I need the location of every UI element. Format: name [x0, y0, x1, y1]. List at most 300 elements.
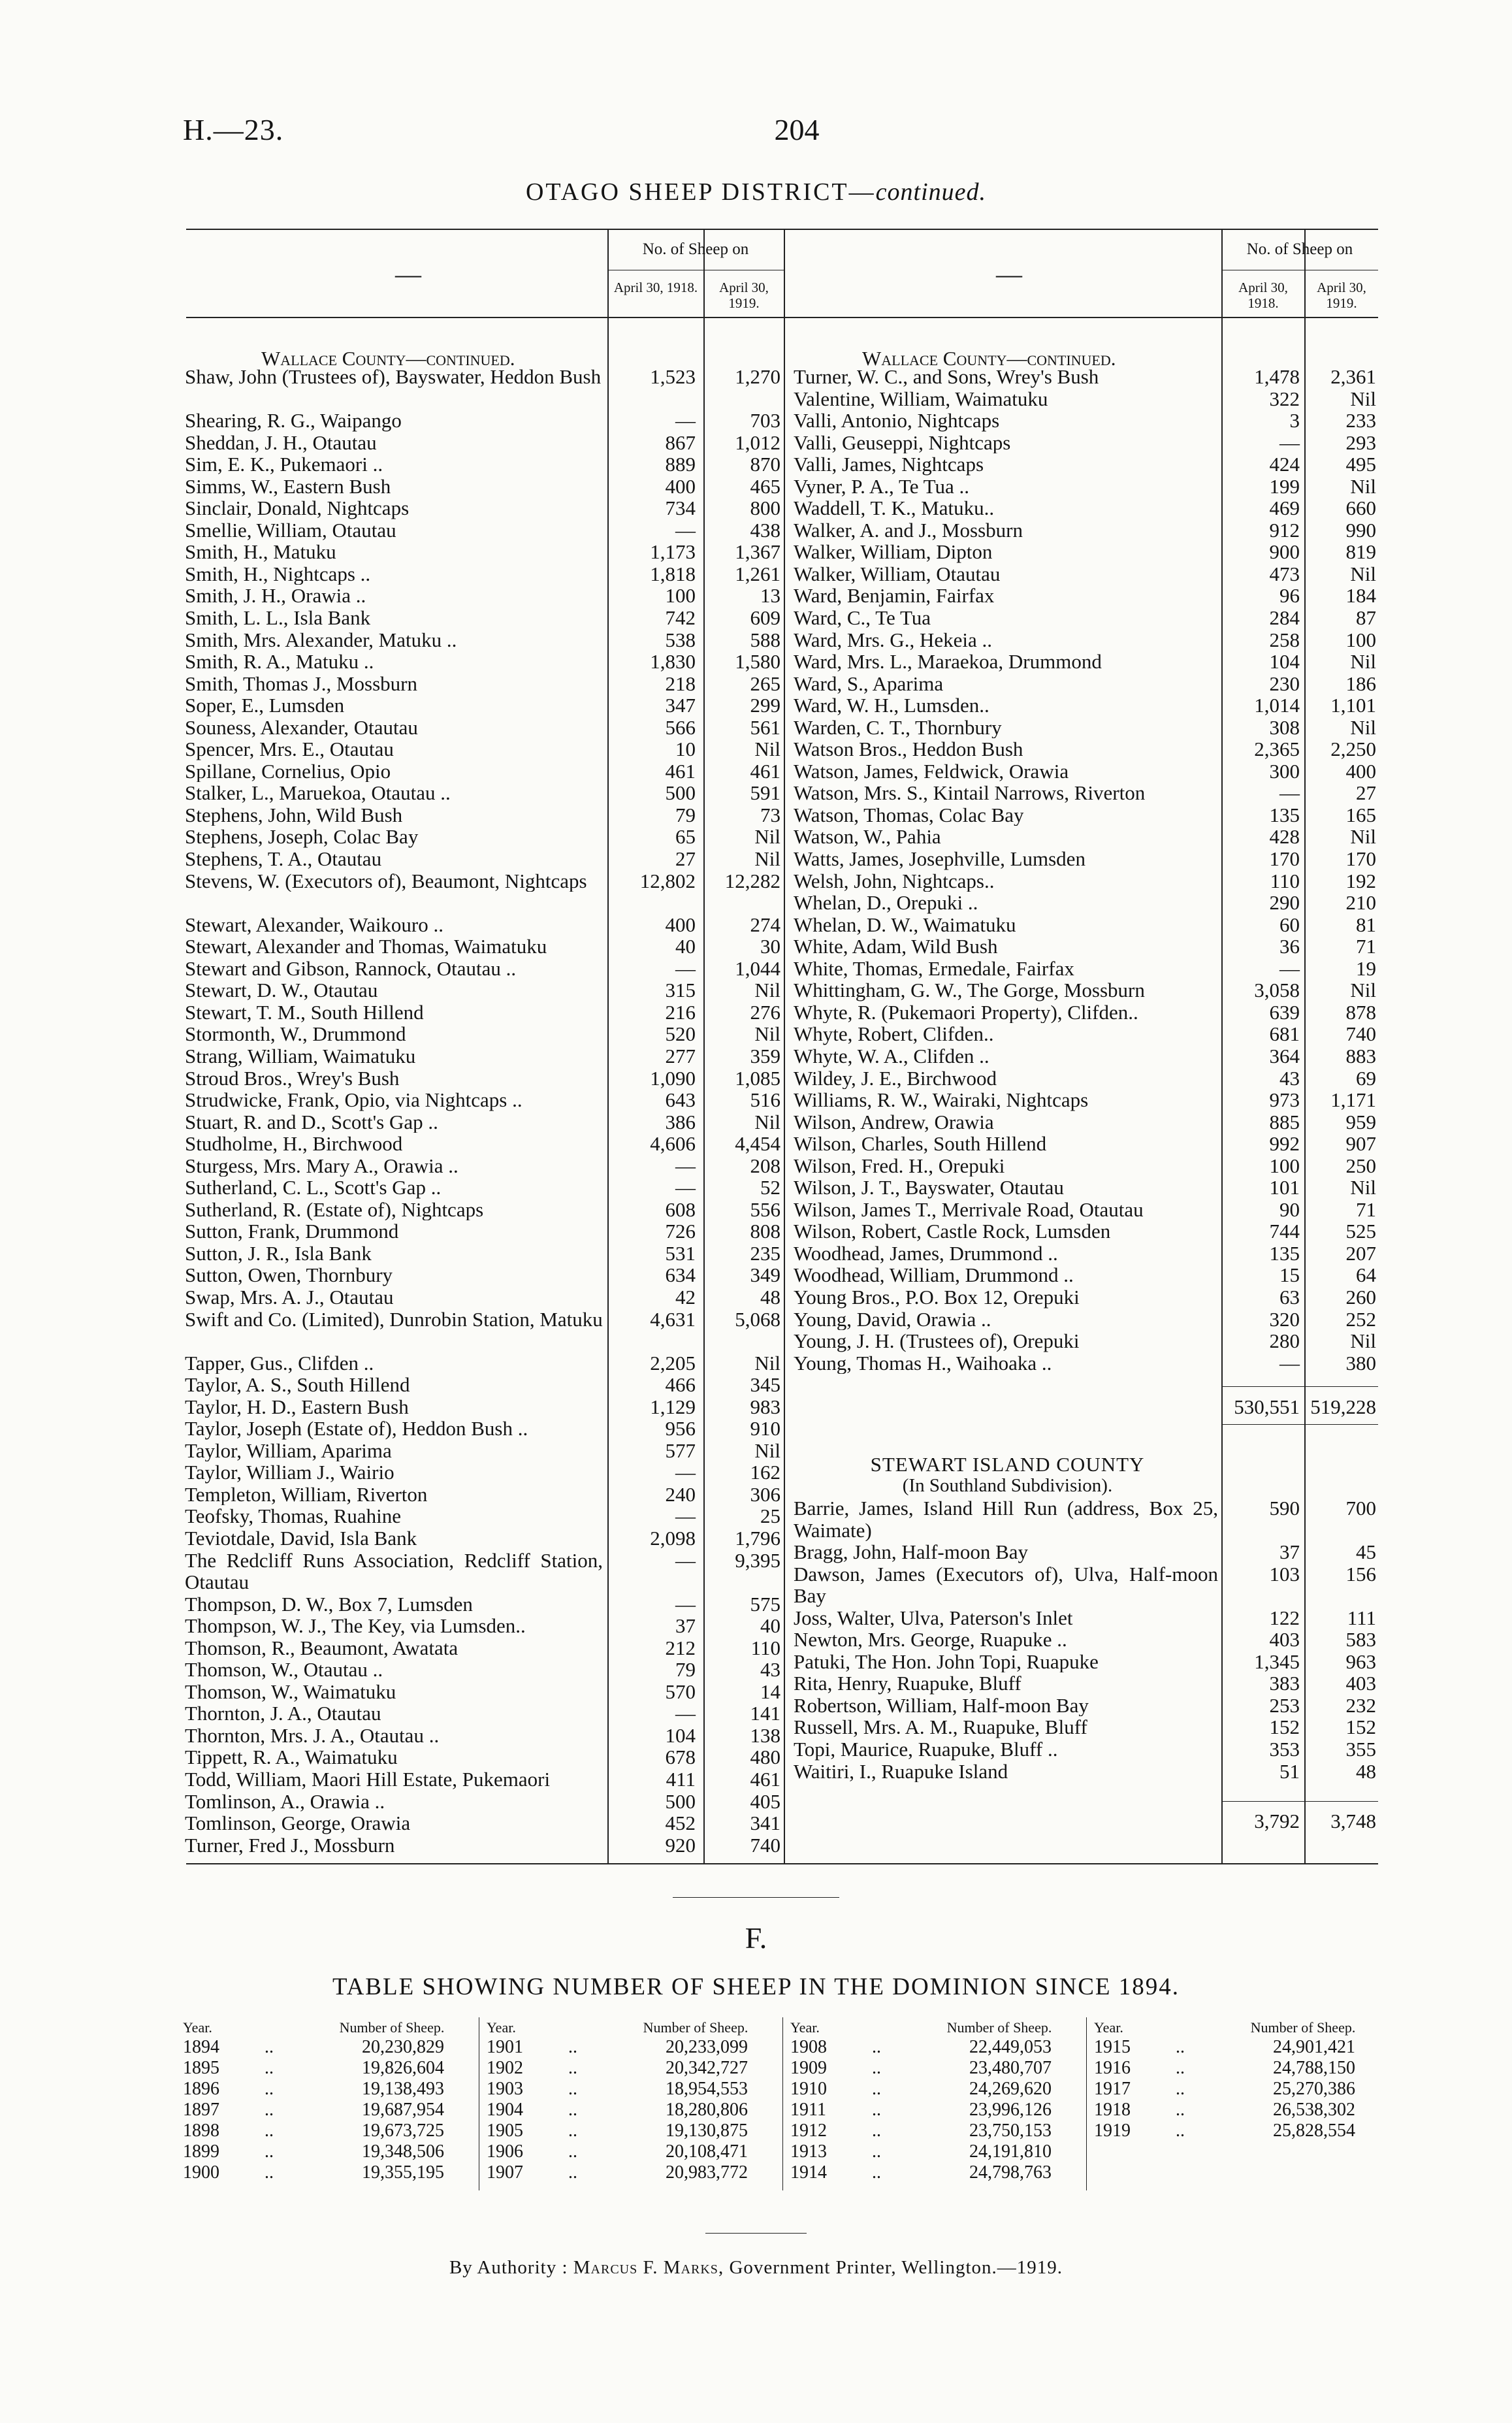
- sheep-1919: 165: [1345, 803, 1376, 826]
- year-cell: 1898: [183, 2121, 219, 2141]
- sheep-1919: 138: [750, 1723, 780, 1747]
- table-row: [794, 585, 1378, 607]
- sheep-1919: Nil: [754, 1351, 780, 1374]
- owner-name: White, Thomas, Ermedale, Fairfax: [794, 957, 1074, 980]
- table-row: [185, 1702, 784, 1725]
- sheep-count-cell: 18,954,553: [666, 2079, 748, 2099]
- leader-dots: ..: [872, 2079, 881, 2099]
- sheep-1918: —: [675, 409, 696, 432]
- owner-name: Spencer, Mrs. E., Otautau: [185, 738, 394, 760]
- table-row: [794, 1243, 1378, 1265]
- table-row: [794, 826, 1378, 848]
- owner-name: Smith, Thomas J., Mossburn: [185, 672, 417, 695]
- table-row: [794, 1607, 1378, 1629]
- table-row: [185, 1133, 784, 1155]
- sheep-count-cell: 25,270,386: [1273, 2079, 1355, 2099]
- table-row: [185, 1484, 784, 1506]
- table-row: [185, 497, 784, 519]
- sheep-1919: 963: [1345, 1650, 1376, 1673]
- table-row: [794, 366, 1378, 388]
- sheep-1919: Nil: [1350, 474, 1376, 498]
- sheep-1919: 800: [750, 496, 780, 520]
- sheep-1919: 48: [760, 1285, 780, 1309]
- left-county-title: Wallace County—continued.: [261, 347, 515, 370]
- sheep-1919: 73: [760, 803, 780, 826]
- table-row: [185, 1177, 784, 1199]
- sheep-1919: 1,012: [735, 431, 780, 454]
- table-row: [794, 410, 1378, 432]
- owner-name: Sturgess, Mrs. Mary A., Orawia ..: [185, 1154, 458, 1177]
- table-row: [185, 651, 784, 673]
- sheep-1918: 973: [1269, 1088, 1300, 1112]
- owner-name: Teviotdale, David, Isla Bank: [185, 1527, 417, 1550]
- sheep-1919: 870: [750, 453, 780, 476]
- sheep-1919: 403: [1345, 1672, 1376, 1695]
- sheep-1918: 403: [1269, 1628, 1300, 1651]
- sheep-1919: 27: [1356, 781, 1376, 805]
- owner-name: Stephens, T. A., Otautau: [185, 848, 382, 870]
- sheep-1919: 293: [1345, 431, 1376, 454]
- leader-dots: ..: [568, 2100, 577, 2120]
- owner-name: Watts, James, Josephville, Lumsden: [794, 848, 1086, 870]
- sheep-1918: 744: [1269, 1220, 1300, 1243]
- sheep-count-cell: 23,750,153: [969, 2121, 1052, 2141]
- sheep-1918: 726: [665, 1220, 696, 1243]
- table-row: [794, 1672, 1378, 1695]
- owner-name: Studholme, H., Birchwood: [185, 1133, 403, 1155]
- year-cell: 1906: [487, 2141, 523, 2162]
- sheep-1919: 575: [750, 1592, 780, 1616]
- sheep-count-cell: 19,348,506: [362, 2141, 444, 2162]
- sheep-1919: 9,395: [735, 1548, 780, 1572]
- sheep-1919: Nil: [1350, 825, 1376, 849]
- table-row: [794, 1629, 1378, 1651]
- sheep-1919: 71: [1356, 1197, 1376, 1221]
- sheep-1919: 907: [1345, 1132, 1376, 1156]
- table-row: [185, 1286, 784, 1309]
- sheep-count-cell: 19,826,604: [362, 2058, 444, 2078]
- sheep-1919: 100: [1345, 628, 1376, 651]
- sheep-1918: 1,523: [650, 365, 696, 388]
- left-group-header: No. of Sheep on: [642, 240, 749, 258]
- year-cell: 1916: [1094, 2058, 1131, 2078]
- sheep-1918: 79: [675, 1658, 696, 1682]
- sheep-1918: 101: [1269, 1176, 1300, 1199]
- sheep-1918: 135: [1269, 803, 1300, 826]
- table-row: [185, 760, 784, 783]
- owner-name: Valentine, William, Waimatuku: [794, 387, 1048, 410]
- number-header: Number of Sheep.: [339, 2019, 445, 2036]
- table-row: [794, 651, 1378, 673]
- owner-name: Walker, William, Otautau: [794, 562, 1001, 585]
- sheep-1919: 69: [1356, 1066, 1376, 1090]
- right-group-header: No. of Sheep on: [1246, 240, 1353, 258]
- owner-name: Smellie, William, Otautau: [185, 519, 396, 542]
- owner-name: Swift and Co. (Limited), Dunrobin Station, Matuku: [185, 1308, 603, 1331]
- sheep-1918: 36: [1279, 935, 1300, 958]
- column-divider: [1086, 2017, 1087, 2190]
- table-row: [185, 848, 784, 870]
- sheep-1918: 96: [1279, 584, 1300, 608]
- table-row: [794, 1111, 1378, 1133]
- table-row: [794, 782, 1378, 804]
- leader-dots: ..: [1176, 2058, 1185, 2078]
- sheep-1919: 883: [1345, 1044, 1376, 1067]
- sheep-1918: 353: [1269, 1738, 1300, 1761]
- owner-name: Watson Bros., Heddon Bush: [794, 738, 1023, 760]
- sheep-1919: 959: [1345, 1110, 1376, 1133]
- sheep-1919: 170: [1345, 847, 1376, 871]
- table-row: [794, 848, 1378, 870]
- owner-name: Ward, Benjamin, Fairfax: [794, 585, 995, 608]
- section-divider: [673, 1897, 839, 1898]
- table-row: [794, 804, 1378, 826]
- table-row: [794, 497, 1378, 519]
- sheep-1918: 608: [665, 1197, 696, 1221]
- owner-name: Joss, Walter, Ulva, Paterson's Inlet: [794, 1606, 1073, 1629]
- right-county-title: Wallace County—continued.: [862, 347, 1116, 370]
- owner-name: Smith, H., Nightcaps ..: [185, 562, 371, 585]
- owner-name: Strudwicke, Frank, Opio, via Nightcaps ..: [185, 1089, 523, 1111]
- owner-name: Tippett, R. A., Waimatuku: [185, 1746, 398, 1768]
- leader-dots: ..: [568, 2162, 577, 2183]
- sheep-1918: 520: [665, 1022, 696, 1046]
- owner-name: Stuart, R. and D., Scott's Gap ..: [185, 1111, 438, 1133]
- owner-name: Whyte, R. (Pukemaori Property), Clifden..: [794, 1001, 1138, 1024]
- sheep-count-cell: 18,280,806: [666, 2100, 748, 2120]
- table-row: [794, 1067, 1378, 1090]
- sheep-1918: 170: [1269, 847, 1300, 871]
- owner-name: Young, Thomas H., Waihoaka ..: [794, 1352, 1052, 1374]
- dominion-sheep-table: [183, 2017, 1385, 2213]
- stewart-county-subtitle: (In Southland Subdivision).: [902, 1475, 1113, 1496]
- owner-name: Templeton, William, Riverton: [185, 1483, 428, 1506]
- sheep-1918: —: [675, 518, 696, 542]
- owner-name: Young Bros., P.O. Box 12, Orepuki: [794, 1286, 1080, 1309]
- leader-dots: ..: [1176, 2100, 1185, 2120]
- right-col1-header: April 30, 1918.: [1238, 280, 1288, 311]
- sheep-1918: 570: [665, 1680, 696, 1703]
- table-row: [794, 563, 1378, 585]
- table-row: [185, 694, 784, 717]
- table-row: [794, 738, 1378, 760]
- owner-name: Thompson, D. W., Box 7, Lumsden: [185, 1593, 473, 1616]
- table-row: [794, 1133, 1378, 1155]
- owner-name: Watson, W., Pahia: [794, 826, 941, 849]
- sheep-1918: 577: [665, 1439, 696, 1462]
- owner-name: Turner, Fred J., Mossburn: [185, 1834, 395, 1857]
- owner-name: Warden, C. T., Thornbury: [794, 716, 1002, 739]
- sheep-1918: 1,129: [650, 1395, 696, 1418]
- owner-name: Stewart, Alexander and Thomas, Waimatuku: [185, 935, 547, 958]
- owner-name: Wilson, J. T., Bayswater, Otautau: [794, 1177, 1064, 1199]
- sheep-1919: 235: [750, 1241, 780, 1265]
- year-cell: 1894: [183, 2037, 219, 2057]
- owner-name: Sutton, J. R., Isla Bank: [185, 1242, 372, 1265]
- sheep-1919: 341: [750, 1812, 780, 1835]
- owner-name: Rita, Henry, Ruapuke, Bluff: [794, 1672, 1021, 1695]
- owner-name: Whyte, Robert, Clifden..: [794, 1023, 994, 1045]
- table-row: [794, 1286, 1378, 1309]
- sheep-1919: 5,068: [735, 1307, 780, 1331]
- sheep-1918: 634: [665, 1263, 696, 1287]
- table-row: [794, 541, 1378, 563]
- table-row: [185, 1834, 784, 1857]
- sheep-1918: 104: [665, 1723, 696, 1747]
- table-row: [185, 1418, 784, 1440]
- leader-dots: ..: [872, 2058, 881, 2078]
- leader-dots: ..: [872, 2100, 881, 2120]
- year-header: Year.: [487, 2019, 516, 2036]
- sheep-1918: 63: [1279, 1285, 1300, 1309]
- table-row: [794, 694, 1378, 717]
- sheep-1919: 1,101: [1330, 694, 1376, 717]
- sheep-1918: 885: [1269, 1110, 1300, 1133]
- table-row: [185, 1505, 784, 1527]
- sheep-1919: 561: [750, 715, 780, 739]
- sheep-1919: 495: [1345, 453, 1376, 476]
- sheep-1918: 10: [675, 738, 696, 761]
- sheep-1919: Nil: [1350, 979, 1376, 1002]
- owner-name: Thomson, W., Otautau ..: [185, 1659, 383, 1681]
- sheep-1919: Nil: [754, 1439, 780, 1462]
- year-cell: 1910: [790, 2079, 827, 2099]
- page-number: 204: [774, 113, 820, 146]
- owner-name: Thomson, W., Waimatuku: [185, 1680, 396, 1703]
- sheep-1918: 461: [665, 759, 696, 783]
- sheep-1918: —: [675, 1461, 696, 1484]
- owner-name: Barrie, James, Island Hill Run (address, Box 25, Waimate): [794, 1497, 1218, 1542]
- sheep-1919: 208: [750, 1154, 780, 1177]
- sheep-1918: 639: [1269, 1000, 1300, 1024]
- table-row: [185, 1725, 784, 1747]
- sheep-1919: 465: [750, 474, 780, 498]
- sheep-1919: 1,580: [735, 650, 780, 674]
- table-row: [794, 1651, 1378, 1673]
- sheep-1919: Nil: [754, 847, 780, 871]
- sheep-1918: 681: [1269, 1022, 1300, 1046]
- sheep-1919: 19: [1356, 956, 1376, 980]
- sheep-1919: 184: [1345, 584, 1376, 608]
- sheep-1918: 347: [665, 694, 696, 717]
- sheep-1918: 383: [1269, 1672, 1300, 1695]
- number-header: Number of Sheep.: [1250, 2019, 1356, 2036]
- table-row: [185, 738, 784, 760]
- sheep-count-cell: 19,673,725: [362, 2121, 444, 2141]
- table-row: [185, 1681, 784, 1703]
- owner-name: Woodhead, William, Drummond ..: [794, 1264, 1074, 1286]
- table-row: [794, 1001, 1378, 1024]
- sheep-1918: 284: [1269, 606, 1300, 630]
- year-cell: 1915: [1094, 2037, 1131, 2057]
- table-header-rule: [186, 317, 1378, 318]
- owner-name: Whyte, W. A., Clifden ..: [794, 1045, 989, 1067]
- owner-name: Swap, Mrs. A. J., Otautau: [185, 1286, 394, 1309]
- table-row: [794, 673, 1378, 695]
- year-cell: 1911: [790, 2100, 826, 2120]
- sheep-count-cell: 26,538,302: [1273, 2100, 1355, 2120]
- sheep-1919: 438: [750, 518, 780, 542]
- sheep-1918: 1,478: [1254, 365, 1300, 388]
- owner-name: Smith, H., Matuku: [185, 541, 336, 563]
- leader-dots: ..: [568, 2058, 577, 2078]
- owner-name: Williams, R. W., Wairaki, Nightcaps: [794, 1089, 1089, 1111]
- table-row: [185, 1067, 784, 1090]
- sheep-1918: 42: [675, 1285, 696, 1309]
- sheep-1919: 740: [750, 1833, 780, 1857]
- owner-name: Tomlinson, A., Orawia ..: [185, 1790, 385, 1813]
- owner-name: Thompson, W. J., The Key, via Lumsden..: [185, 1615, 526, 1637]
- table-row: [185, 870, 784, 914]
- table-row: [185, 1768, 784, 1791]
- owner-name: Thornton, Mrs. J. A., Otautau ..: [185, 1724, 440, 1747]
- table-row: [185, 935, 784, 958]
- table-row: [794, 1563, 1378, 1607]
- table-row: [794, 476, 1378, 498]
- sheep-count-cell: 24,788,150: [1273, 2058, 1355, 2078]
- owner-name: Watson, Mrs. S., Kintail Narrows, Riverton: [794, 782, 1146, 804]
- sheep-count-cell: 20,342,727: [666, 2058, 748, 2078]
- table-row: [794, 1155, 1378, 1177]
- table-row: [794, 1716, 1378, 1738]
- table-row: [794, 432, 1378, 454]
- year-header: Year.: [1094, 2019, 1123, 2036]
- leader-dots: ..: [872, 2037, 881, 2057]
- leader-dots: ..: [265, 2141, 274, 2162]
- table-row: [185, 1243, 784, 1265]
- table-row: [185, 1746, 784, 1768]
- owner-name: Stevens, W. (Executors of), Beaumont, Nightcaps: [185, 870, 587, 892]
- owner-name: Sutton, Frank, Drummond: [185, 1220, 399, 1243]
- right-name-header: —: [996, 259, 1022, 289]
- table-bottom-rule: [186, 1863, 1378, 1864]
- sheep-1919: 162: [750, 1461, 780, 1484]
- sheep-1918: 322: [1269, 387, 1300, 410]
- sheep-1918: 452: [665, 1812, 696, 1835]
- sheep-count-cell: 24,191,810: [969, 2141, 1052, 2162]
- leader-dots: ..: [872, 2141, 881, 2162]
- sheep-1919: Nil: [1350, 1176, 1376, 1199]
- sheep-1918: —: [1279, 956, 1300, 980]
- owner-name: Stewart, D. W., Otautau: [185, 979, 378, 1001]
- leader-dots: ..: [1176, 2037, 1185, 2057]
- table-row: [794, 1023, 1378, 1045]
- section-f-letter: F.: [745, 1921, 767, 1955]
- stewart-county-title: STEWART ISLAND COUNTY: [870, 1453, 1145, 1476]
- left-col2-header: April 30, 1919.: [719, 280, 769, 311]
- sheep-1918: 122: [1269, 1606, 1300, 1629]
- sheep-1919: 40: [760, 1614, 780, 1638]
- table-row: [185, 453, 784, 476]
- sheep-1919: Nil: [754, 825, 780, 849]
- sheep-1918: —: [675, 956, 696, 980]
- table-row: [185, 1264, 784, 1286]
- sheep-1919: 45: [1356, 1540, 1376, 1564]
- owner-name: Wilson, James T., Merrivale Road, Otautau: [794, 1198, 1144, 1221]
- sheep-count-cell: 19,355,195: [362, 2162, 444, 2183]
- sheep-1918: —: [1279, 781, 1300, 805]
- leader-dots: ..: [265, 2079, 274, 2099]
- owner-name: Stewart, T. M., South Hillend: [185, 1001, 424, 1024]
- sheep-1919: 186: [1345, 672, 1376, 695]
- sheep-count-cell: 24,798,763: [969, 2162, 1052, 2183]
- right-col2-header: April 30, 1919.: [1317, 280, 1366, 311]
- table-row: [794, 1761, 1378, 1783]
- sheep-1919: 276: [750, 1000, 780, 1024]
- sheep-1919: 660: [1345, 496, 1376, 520]
- table-row: [185, 585, 784, 607]
- owner-name: Tomlinson, George, Orawia: [185, 1812, 411, 1834]
- stewart-entries: [794, 1497, 1378, 1782]
- owner-name: Russell, Mrs. A. M., Ruapuke, Bluff: [794, 1716, 1087, 1739]
- sheep-1918: 4,606: [650, 1132, 696, 1156]
- table-row: [185, 629, 784, 651]
- table-row: [185, 1220, 784, 1243]
- section-f-title: TABLE SHOWING NUMBER OF SHEEP IN THE DOMINION SINCE 1894.: [332, 1974, 1180, 2000]
- owner-name: Stormonth, W., Drummond: [185, 1023, 406, 1045]
- leader-dots: ..: [265, 2037, 274, 2057]
- table-row: [794, 760, 1378, 783]
- sheep-1919: 1,270: [735, 365, 780, 388]
- owner-name: Whittingham, G. W., The Gorge, Mossburn: [794, 979, 1145, 1001]
- owner-name: Taylor, A. S., South Hillend: [185, 1374, 410, 1396]
- owner-name: Waddell, T. K., Matuku..: [794, 497, 995, 519]
- year-cell: 1896: [183, 2079, 219, 2099]
- sheep-1919: 265: [750, 672, 780, 695]
- sheep-1919: 703: [750, 409, 780, 432]
- owner-name: Sutton, Owen, Thornbury: [185, 1264, 393, 1286]
- owner-name: Shearing, R. G., Waipango: [185, 410, 402, 432]
- owner-name: Ward, S., Aparima: [794, 672, 944, 695]
- sheep-1918: 473: [1269, 562, 1300, 585]
- owner-name: Tapper, Gus., Clifden ..: [185, 1352, 374, 1374]
- sheep-1919: 1,085: [735, 1066, 780, 1090]
- stewart-total-rule: [1221, 1801, 1378, 1802]
- table-row: [185, 914, 784, 936]
- sheep-1919: 400: [1345, 759, 1376, 783]
- sheep-1919: 990: [1345, 518, 1376, 542]
- sheep-1918: 400: [665, 474, 696, 498]
- sheep-1919: 461: [750, 1768, 780, 1791]
- table-row: [185, 958, 784, 980]
- sheep-1919: Nil: [754, 1110, 780, 1133]
- sheep-1918: 27: [675, 847, 696, 871]
- owner-name: Soper, E., Lumsden: [185, 694, 345, 717]
- table-row: [185, 782, 784, 804]
- owner-name: Patuki, The Hon. John Topi, Ruapuke: [794, 1650, 1099, 1673]
- owner-name: Smith, J. H., Orawia ..: [185, 585, 366, 608]
- owner-name: Robertson, William, Half-moon Bay: [794, 1694, 1089, 1717]
- sheep-count-cell: 19,138,493: [362, 2079, 444, 2099]
- year-cell: 1912: [790, 2121, 827, 2141]
- table-row: [185, 476, 784, 498]
- sheep-count-cell: 19,130,875: [666, 2121, 748, 2141]
- owner-name: Young, David, Orawia ..: [794, 1308, 991, 1331]
- imprint: By Authority : Marcus F. Marks, Government Printer, Wellington.—1919.: [449, 2257, 1063, 2278]
- sheep-1919: 13: [760, 584, 780, 608]
- year-cell: 1907: [487, 2162, 523, 2183]
- sheep-1918: 40: [675, 935, 696, 958]
- right-total-rule: [1221, 1386, 1378, 1387]
- sheep-1918: 15: [1279, 1263, 1300, 1287]
- owner-name: Stalker, L., Maruekoa, Otautau ..: [185, 782, 451, 804]
- owner-name: Wilson, Robert, Castle Rock, Lumsden: [794, 1220, 1111, 1243]
- table-row: [185, 1812, 784, 1834]
- year-cell: 1895: [183, 2058, 219, 2078]
- sheep-1918: 218: [665, 672, 696, 695]
- sheep-count-cell: 20,230,829: [362, 2037, 444, 2057]
- sheep-1918: —: [1279, 1351, 1300, 1374]
